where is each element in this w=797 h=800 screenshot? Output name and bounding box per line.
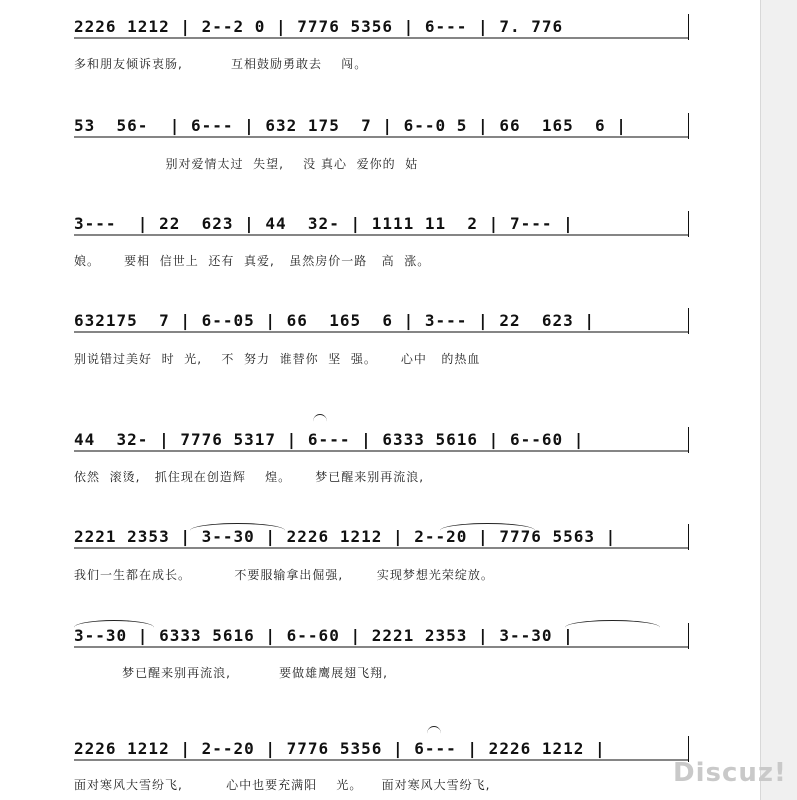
score-row-7-underline	[74, 646, 688, 648]
score-row-8-underline	[74, 759, 688, 761]
score-row-3-underline	[74, 234, 688, 236]
slur-mark	[427, 726, 441, 741]
score-row-6-notes: 2221 2353 | 3--30 | 2226 1212 | 2--20 | 7776 5563 |	[74, 527, 617, 546]
barline	[688, 308, 689, 334]
score-row-8-lyrics: 面对寒风大雪纷飞, 心中也要充满阳 光。 面对寒风大雪纷飞,	[74, 778, 491, 792]
score-row-1-underline	[74, 37, 688, 39]
score-row-3-lyrics: 娘。 要相 信世上 还有 真爱, 虽然房价一路 高 涨。	[74, 254, 431, 268]
slur-mark	[190, 523, 285, 538]
window-scrollbar-area[interactable]	[760, 0, 797, 800]
score-row-7-notes: 3--30 | 6333 5616 | 6--60 | 2221 2353 | 3--30 |	[74, 626, 574, 645]
score-row-2-underline	[74, 136, 688, 138]
score-row-1-lyrics: 多和朋友倾诉衷肠, 互相鼓励勇敢去 闯。	[74, 57, 368, 71]
slur-mark	[313, 414, 327, 429]
score-row-3-notes: 3--- | 22 623 | 44 32- | 1111 11 2 | 7--- |	[74, 214, 574, 233]
score-row-5-lyrics: 依然 滚烫, 抓住现在创造辉 煌。 梦已醒来别再流浪,	[74, 470, 425, 484]
barline	[688, 524, 689, 550]
score-row-6-underline	[74, 547, 688, 549]
score-row-2-notes: 53 56- | 6--- | 632 175 7 | 6--0 5 | 66 165 6 |	[74, 116, 627, 135]
score-row-8-notes: 2226 1212 | 2--20 | 7776 5356 | 6--- | 2226 1212 |	[74, 739, 606, 758]
barline	[688, 113, 689, 139]
score-row-7-lyrics: 梦已醒来别再流浪, 要做雄鹰展翅飞翔,	[74, 666, 388, 680]
score-row-6-lyrics: 我们一生都在成长。 不要服输拿出倔强, 实现梦想光荣绽放。	[74, 568, 494, 582]
score-row-4-notes: 632175 7 | 6--05 | 66 165 6 | 3--- | 22 623 |	[74, 311, 596, 330]
slur-mark	[74, 620, 154, 635]
score-row-4-underline	[74, 331, 688, 333]
discuz-watermark: Discuz!	[673, 758, 787, 788]
score-row-2-lyrics: 别对爱情太过 失望, 没 真心 爱你的 姑	[74, 157, 419, 171]
barline	[688, 427, 689, 453]
score-row-4-lyrics: 别说错过美好 时 光, 不 努力 谁替你 坚 强。 心中 的热血	[74, 352, 481, 366]
slur-mark	[565, 620, 660, 635]
barline	[688, 211, 689, 237]
score-row-1-notes: 2226 1212 | 2--2 0 | 7776 5356 | 6--- | 7. 776	[74, 17, 564, 36]
score-row-5-underline	[74, 450, 688, 452]
barline	[688, 623, 689, 649]
slur-mark	[440, 523, 535, 538]
barline	[688, 14, 689, 40]
score-row-5-notes: 44 32- | 7776 5317 | 6--- | 6333 5616 | 6--60 |	[74, 430, 585, 449]
